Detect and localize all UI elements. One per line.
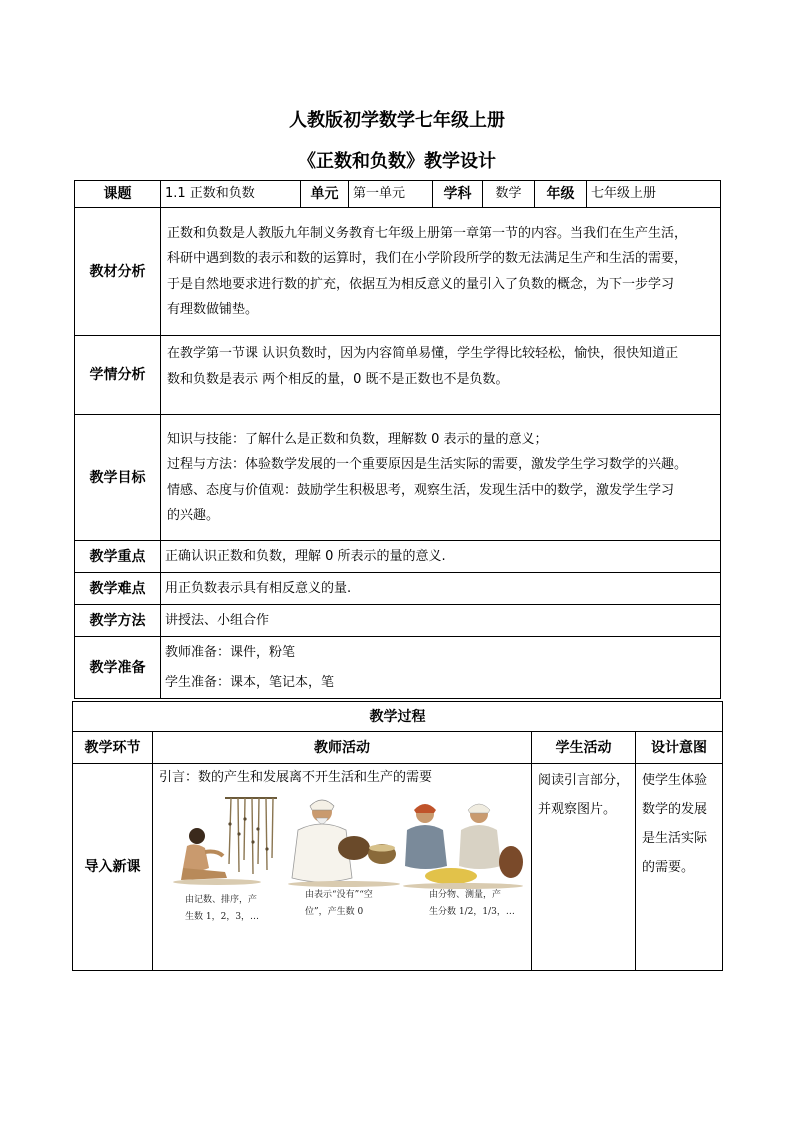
text-line: 数学的发展 [642,802,708,817]
text-line: 的兴趣。 [167,508,220,523]
text-line: 阅读引言部分， [538,773,630,788]
col-intent: 设计意图 [636,732,723,764]
student-activity [532,764,636,971]
row-content [161,415,721,541]
caption-line: 生分数 1/2，1/3，… [429,907,515,917]
row-content [161,336,721,415]
row-label: 教学目标 [75,415,161,541]
info-row [75,181,721,208]
lesson-info-table [74,180,721,699]
subject-value: 数学 [483,181,535,208]
fraction-figure-illustration [399,796,529,891]
caption-fraction [429,887,515,921]
text-line: 的需要。 [642,860,695,875]
process-header-row [73,702,723,732]
process-row [73,764,723,971]
row-label: 教学重点 [75,541,161,573]
student-analysis-row [75,336,721,415]
row-label: 教学准备 [75,637,161,699]
row-content [161,637,721,699]
process-header: 教学过程 [73,702,723,732]
text-line: 知识与技能：了解什么是正数和负数，理解数 0 表示的量的意义； [167,431,548,447]
illustration-panel [159,790,525,955]
text-line: 并观察图片。 [538,802,617,817]
teacher-intro: 引言：数的产生和发展离不开生活和生产的需要 [159,770,433,785]
design-intent [636,764,723,971]
caption-line: 由分物、测量，产 [429,890,502,900]
difficulties-row [75,573,721,605]
caption-zero [305,887,373,921]
key-points-row [75,541,721,573]
stage-label: 导入新课 [73,764,153,971]
caption-line: 由表示“没有”“空 [305,890,373,900]
preparation-row [75,637,721,699]
analysis-row [75,208,721,336]
col-student: 学生活动 [532,732,636,764]
row-label: 教学方法 [75,605,161,637]
col-stage: 教学环节 [73,732,153,764]
process-columns-row [73,732,723,764]
text-line: 是生活实际 [642,831,708,846]
caption-counting [185,892,259,926]
topic-label: 课题 [75,181,161,208]
row-label: 教学难点 [75,573,161,605]
text-line: 学生准备：课本，笔记本，笔 [165,674,335,690]
row-content [161,208,721,336]
text-line: 于是自然地要求进行数的扩充，依据互为相反意义的量引入了负数的概念，为下一步学习 [167,276,675,292]
text-line: 使学生体验 [642,773,708,788]
methods-row [75,605,721,637]
text-line: 教师准备：课件，粉笔 [165,644,296,660]
text-line: 过程与方法：体验数学发展的一个重要原因是生活实际的需要，激发学生学习数学的兴趣。 [167,457,688,472]
process-table [72,701,723,971]
row-label: 教材分析 [75,208,161,336]
subject-label: 学科 [433,181,483,208]
objectives-row [75,415,721,541]
zero-figure-illustration [284,790,404,890]
page-subtitle: 《正数和负数》教学设计 [298,151,496,172]
caption-line: 生数 1，2，3，… [185,912,260,922]
unit-label: 单元 [301,181,349,208]
counting-figure-illustration [165,794,280,889]
text-line: 正数和负数是人教版九年制义务教育七年级上册第一章第一节的内容。当我们在生产生活， [167,225,688,241]
row-content: 正确认识正数和负数，理解 0 所表示的量的意义. [161,541,721,573]
row-content: 讲授法、小组合作 [161,605,721,637]
caption-line: 由记数、排序，产 [185,895,258,905]
text-line: 情感、态度与价值观：鼓励学生积极思考，观察生活，发现生活中的数学，激发学生学习 [167,482,675,498]
teacher-activity [153,764,532,971]
text-line: 有理数做铺垫。 [167,302,259,317]
row-label: 学情分析 [75,336,161,415]
text-line: 科研中遇到数的表示和数的运算时，我们在小学阶段所学的数无法满足生产和生活的需要， [167,251,688,266]
text-line: 数和负数是表示 两个相反的量，0 既不是正数也不是负数。 [167,371,509,387]
col-teacher: 教师活动 [153,732,532,764]
grade-label: 年级 [535,181,587,208]
grade-value: 七年级上册 [587,181,721,208]
page-title: 人教版初学数学七年级上册 [289,110,505,131]
row-content: 用正负数表示具有相反意义的量. [161,573,721,605]
unit-value: 第一单元 [349,181,433,208]
text-line: 在教学第一节课 认识负数时，因为内容简单易懂，学生学得比较轻松，愉快，很快知道正 [167,346,679,361]
caption-line: 位”，产生数 0 [305,907,364,917]
topic-value: 1.1 正数和负数 [161,181,301,208]
